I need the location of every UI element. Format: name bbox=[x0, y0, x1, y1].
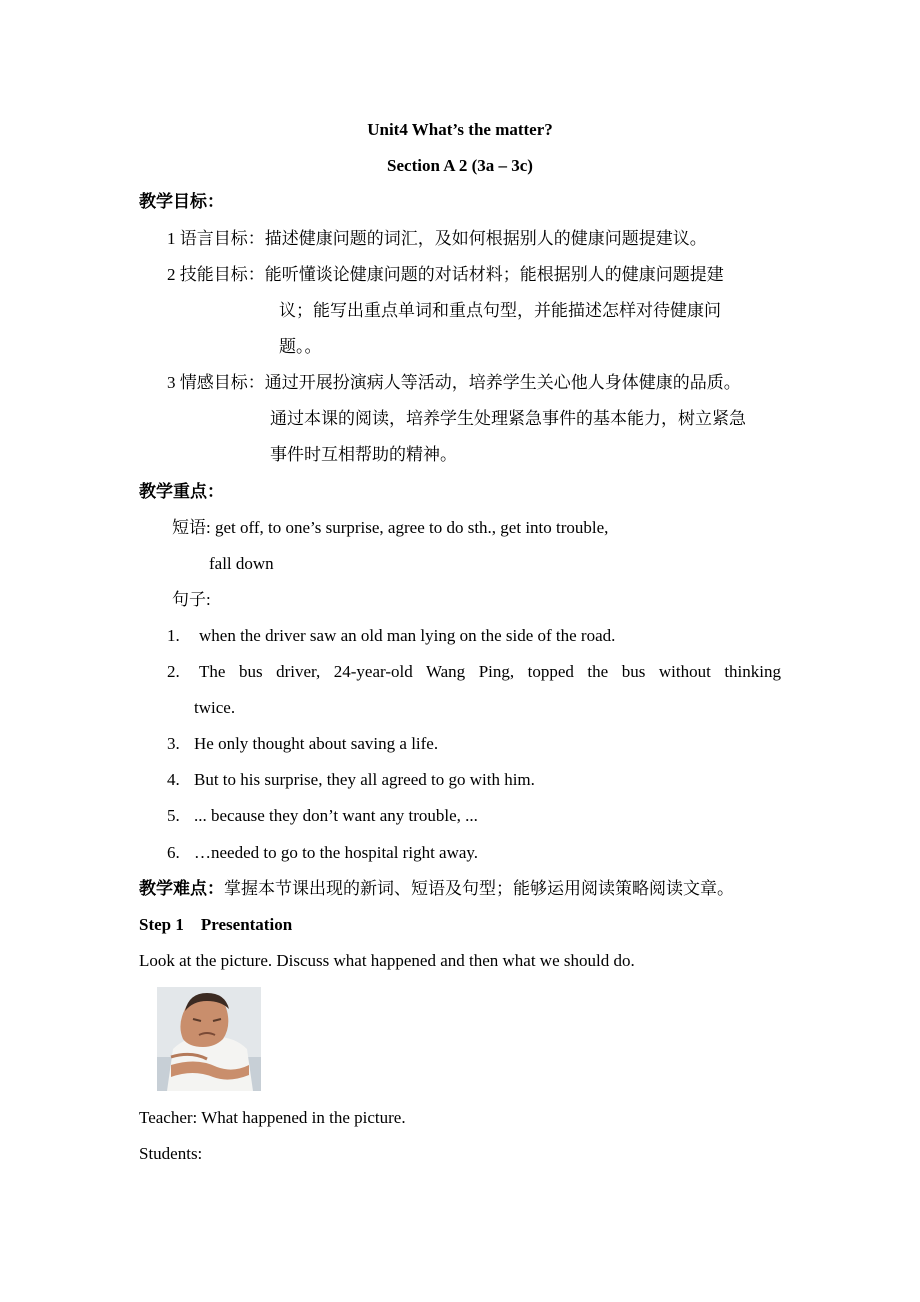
sentence-text: The bus driver, 24-year-old Wang Ping, topped the bus without thinking bbox=[199, 662, 781, 681]
sentence-item bbox=[167, 842, 478, 864]
objective-2-label: 2 技能目标： bbox=[167, 265, 265, 284]
sentence-number: 2. bbox=[167, 662, 180, 681]
step1-heading: Step 1 Presentation bbox=[139, 915, 293, 934]
sentence-number: 3. bbox=[167, 734, 180, 753]
sentence-item bbox=[167, 661, 781, 683]
teacher-line: Teacher: What happened in the picture. bbox=[139, 1108, 406, 1127]
objective-3-line2: 通过本课的阅读，培养学生处理紧急事件的基本能力，树立紧急 bbox=[270, 409, 746, 428]
document-subtitle: Section A 2 (3a – 3c) bbox=[387, 156, 533, 175]
objective-1 bbox=[167, 228, 707, 250]
sentence-text: when the driver saw an old man lying on the side of the road. bbox=[199, 626, 616, 645]
sentence-item bbox=[167, 805, 478, 827]
objective-2-line1: 能听懂谈论健康问题的对话材料；能根据别人的健康问题提建 bbox=[264, 265, 724, 284]
objective-3-label: 3 情感目标： bbox=[167, 373, 265, 392]
key-points-heading: 教学重点： bbox=[139, 482, 224, 501]
sentence-text: ... because they don’t want any trouble, ... bbox=[194, 806, 478, 825]
sentence-text: He only thought about saving a life. bbox=[194, 734, 439, 753]
objective-3 bbox=[167, 372, 741, 394]
difficulty-heading: 教学难点： bbox=[139, 879, 224, 898]
sentence-text: But to his surprise, they all agreed to go with him. bbox=[194, 770, 535, 789]
students-line: Students: bbox=[139, 1144, 203, 1163]
sentence-item bbox=[167, 769, 535, 791]
sentence-number: 6. bbox=[167, 843, 180, 862]
objective-3-line1: 通过开展扮演病人等活动，培养学生关心他人身体健康的品质。 bbox=[264, 373, 741, 392]
difficulty-text: 掌握本节课出现的新词、短语及句型；能够运用阅读策略阅读文章。 bbox=[224, 879, 734, 898]
objectives-heading: 教学目标： bbox=[139, 192, 224, 211]
objective-2-line2: 议；能写出重点单词和重点句型，并能描述怎样对待健康问 bbox=[279, 301, 721, 320]
objective-2 bbox=[167, 264, 724, 286]
sentence-item bbox=[167, 733, 438, 755]
difficulty-line bbox=[139, 878, 734, 900]
sentences-label: 句子: bbox=[172, 590, 211, 609]
objective-2-line3: 题。。 bbox=[279, 337, 322, 356]
objective-1-label: 1 语言目标： bbox=[167, 229, 265, 248]
sentence-number: 5. bbox=[167, 806, 180, 825]
sentence-continuation: twice. bbox=[194, 698, 236, 717]
document-title: Unit4 What’s the matter? bbox=[367, 120, 553, 139]
phrases-line-2: fall down bbox=[209, 554, 274, 573]
objective-3-line3: 事件时互相帮助的精神。 bbox=[270, 445, 457, 464]
sick-man-photo bbox=[157, 987, 261, 1091]
step1-instruction: Look at the picture. Discuss what happened and then what we should do. bbox=[139, 951, 635, 970]
sentence-number: 1. bbox=[167, 626, 180, 645]
sentence-item bbox=[167, 625, 615, 647]
sentence-text: …needed to go to the hospital right away. bbox=[194, 843, 479, 862]
stomach-ache-illustration bbox=[157, 987, 261, 1091]
phrases-line-1: 短语: get off, to one’s surprise, agree to do sth., get into trouble, bbox=[172, 518, 609, 537]
sentence-number: 4. bbox=[167, 770, 180, 789]
objective-1-text: 描述健康问题的词汇，及如何根据别人的健康问题提建议。 bbox=[264, 229, 707, 248]
